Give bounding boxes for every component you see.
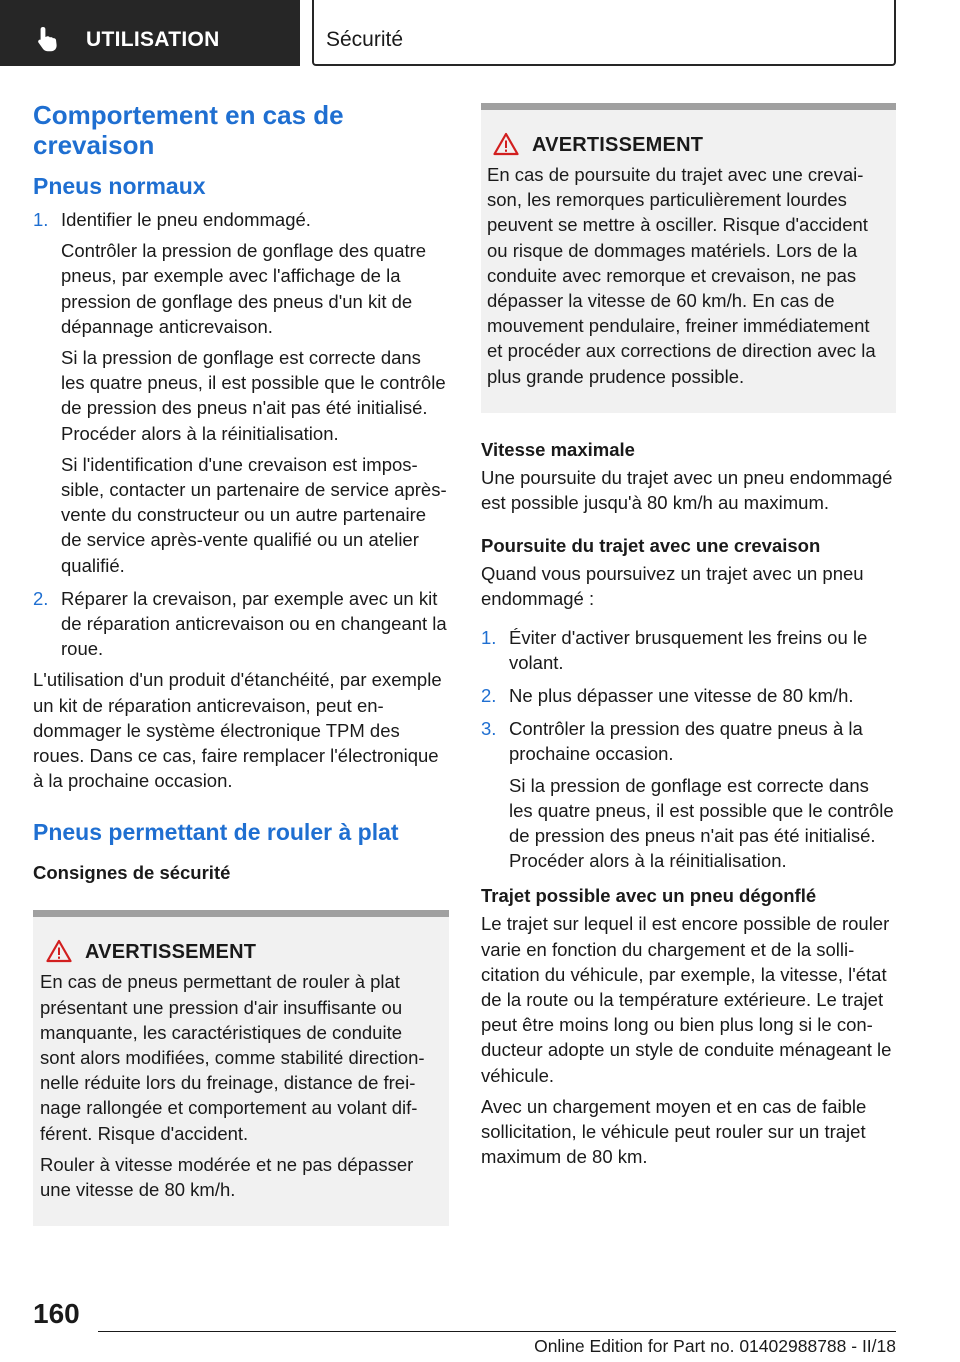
section-title: Sécurité [326, 28, 404, 51]
step-number: 2. [481, 685, 497, 707]
continue-intro: Quand vous poursuivez un trajet avec un pneu endommagé : [481, 563, 864, 610]
max-speed-text: Une poursuite du trajet avec un pneu endommagé est possible jusqu'à 80 km/h au maximum. [481, 466, 893, 514]
page-number: 160 [33, 1298, 80, 1329]
step-text: Identifier le pneu endommagé. [61, 209, 311, 230]
warning-triangle-icon [46, 939, 72, 963]
step-text: Ne plus dépasser une vitesse de 80 km/h. [509, 685, 854, 707]
warning-title: AVERTISSEMENT [532, 134, 704, 156]
step-text: Si l'identification d'une crevaison est impossible, contacter un partenaire de service après-vente du constructeur ou un autre partenaire de service après-vente qualifié ou un atelier qualifié. [61, 453, 447, 576]
chapter-title: UTILISATION [86, 28, 220, 51]
heading-flat-tire-range: Trajet possible avec un pneu dégonflé [481, 885, 817, 907]
warning-text: En cas de pneus permettant de rouler à plat présentant une pression d'air insuffisante ou manquante, les caractéristiques de conduite sont alors modifiées, comme stabilité directionnelle réduite lors du freinage, distance de freinage rallongée et comportement au volant différent. Risque d'accident. [40, 971, 425, 1144]
chapter-tab [0, 0, 300, 66]
page-title: Comportement en cas de crevaison [33, 100, 344, 160]
list-item [33, 586, 449, 662]
warning-box-runflat [33, 910, 449, 1226]
range-text: Le trajet sur lequel il est encore possible de rouler varie en fonction du chargement et de la sollicitation du véhicule, par exemple, la vitesse, l'état de la route ou la température extérieure. Le trajet peut être moins long ou bien plus long si le conducteur adopte un style de conduite ménageant le véhicule. [481, 913, 892, 1086]
page-header [0, 0, 960, 66]
step-number: 1. [481, 626, 497, 648]
left-column [33, 100, 449, 1226]
steps-list-continue [481, 625, 896, 874]
hand-pointer-icon [34, 25, 62, 53]
step-number: 1. [33, 209, 49, 230]
heading-continue-driving: Poursuite du trajet avec une crevaison [481, 535, 821, 557]
section-box [312, 0, 896, 66]
list-item [481, 716, 896, 873]
heading-max-speed: Vitesse maximale [481, 438, 635, 460]
step-text: Éviter d'activer brusquement les freins ou le volant. [509, 626, 868, 673]
right-column [481, 100, 896, 1170]
tpm-note: L'utilisation d'un produit d'étanchéité, par exemple un kit de réparation anticrevaison, peut endommager le système électronique TPM des roues. Dans ce cas, faire remplacer l'électronique à la prochaine occasion. [33, 669, 442, 792]
range-text: Avec un chargement moyen et en cas de faible sollicitation, le véhicule peut rouler sur un trajet maximum de 80 km. [481, 1095, 867, 1168]
footer-divider [98, 1331, 896, 1332]
warning-header [40, 939, 439, 965]
warning-text: En cas de poursuite du trajet avec une crevaison, les remorques particulièrement lourdes peuvent se mettre à osciller. Risque d'accident ou risque de dommages matériels. Lors de la conduite avec remorque et crevaison, ne pas dépasser la vitesse de 60 km/h. En cas de mouvement pendulaire, freiner immédiatement et procéder aux corrections de direction avec la plus grande prudence possible. [487, 164, 876, 387]
step-text: Réparer la crevaison, par exemple avec un kit de réparation anticrevaison ou en changeant la roue. [61, 587, 447, 660]
list-item [481, 683, 896, 708]
warning-triangle-icon [493, 132, 519, 156]
warning-title: AVERTISSEMENT [85, 941, 257, 964]
step-text: Contrôler la pression de gonflage des quatre pneus, par exemple avec l'affichage de la pression de gonflage des pneus d'un kit de dépannage anticrevaison. [61, 240, 427, 337]
step-number: 3. [481, 718, 497, 740]
heading-safety-notes: Consignes de sécurité [33, 862, 231, 884]
edition-info: Online Edition for Part no. 01402988788 - II/18 [534, 1336, 896, 1356]
steps-list-normal-tires [33, 207, 449, 661]
list-item [33, 207, 449, 578]
step-text: Si la pression de gonflage est correcte dans les quatre pneus, il est possible que le contrôle de pression des pneus n'ait pas été initialisé. Procéder alors à la réinitialisation. [509, 774, 894, 872]
heading-runflat: Pneus permettant de rouler à plat [33, 819, 399, 846]
warning-text: Rouler à vitesse modérée et ne pas dépasser une vitesse de 80 km/h. [40, 1153, 414, 1201]
step-text: Si la pression de gonflage est correcte dans les quatre pneus, il est possible que le contrôle de pression des pneus n'ait pas été initialisé. Procéder alors à la réinitialisation. [61, 347, 446, 444]
step-text: Contrôler la pression des quatre pneus à la prochaine occasion. [509, 718, 863, 765]
warning-header [487, 132, 886, 158]
warning-box-trailer [481, 103, 896, 413]
heading-normal-tires: Pneus normaux [33, 173, 206, 199]
list-item [481, 625, 896, 675]
step-number: 2. [33, 587, 49, 609]
